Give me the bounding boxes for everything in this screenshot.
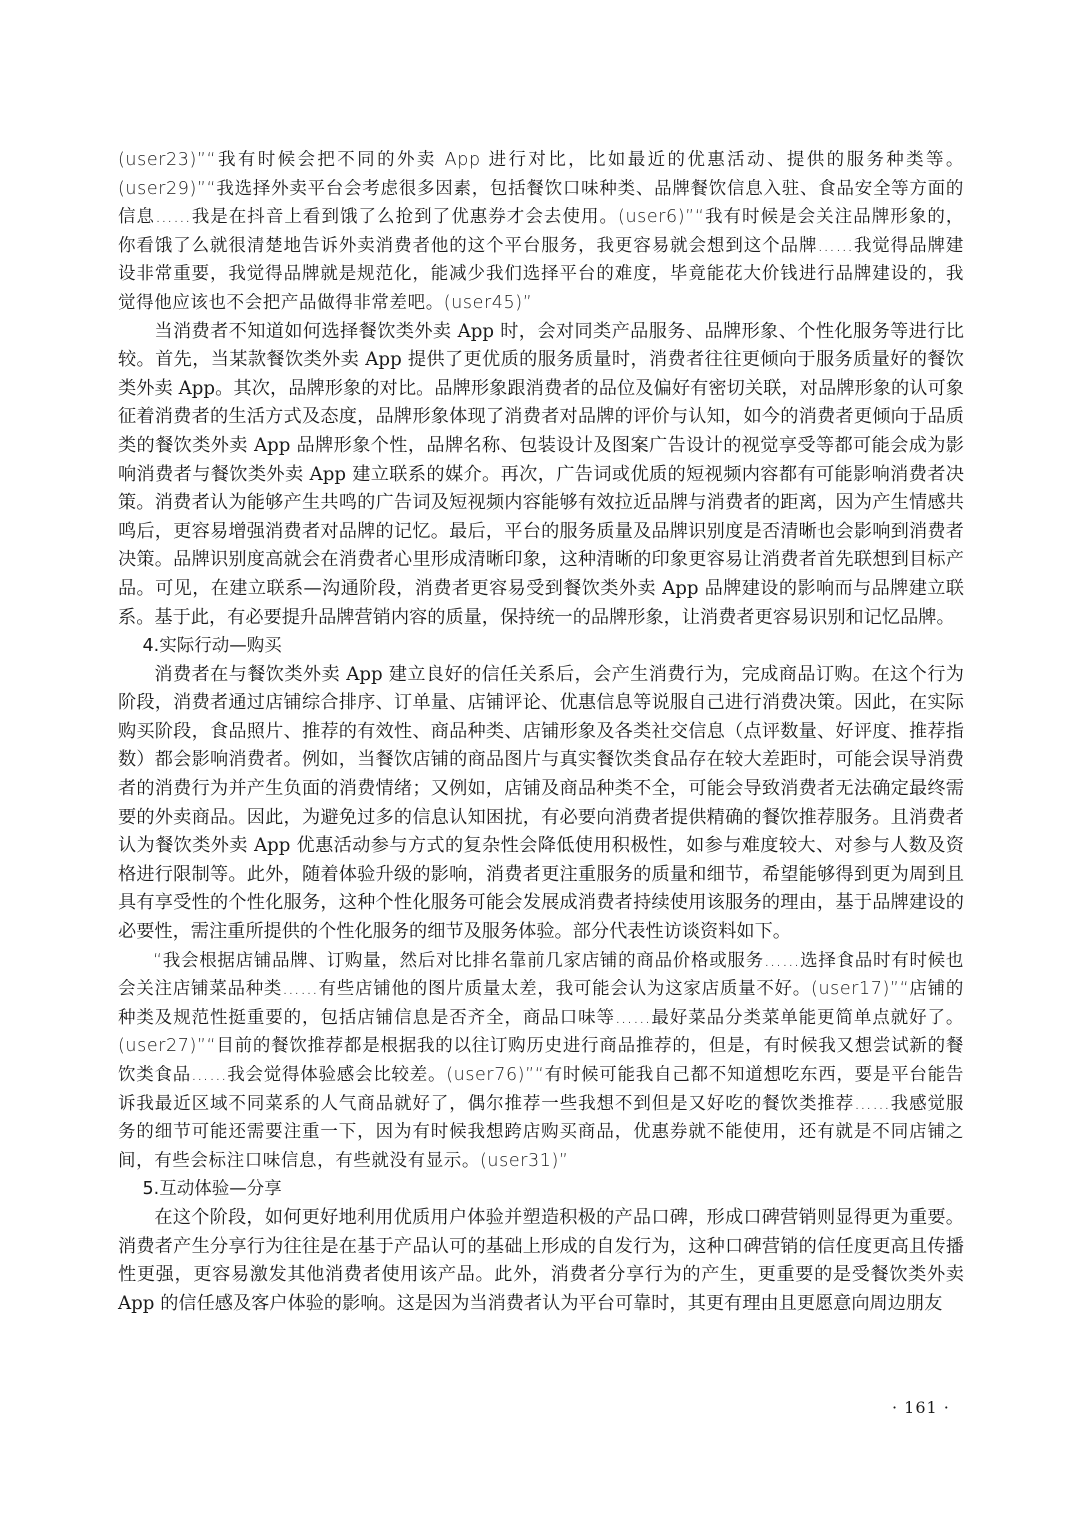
page-number: · 161 ·	[892, 1398, 950, 1417]
section-heading: 4.实际行动—购买	[142, 636, 282, 657]
body-paragraph: 在这个阶段，如何更好地利用优质用户体验并塑造积极的产品口碑，形成口碑营销则显得更为重要。消费者产生分享行为往往是在基于产品认可的基础上形成的自发行为，这种口碑营销的信任度更高且传播性更强，更容易激发其他消费者使用该产品。此外，消费者分享行为的产生，更重要的是受餐饮类外卖 App 的信任感及客户体验的影响。这是因为当消费者认为平台可靠时，其更有理由且更愿意向周边朋友	[118, 1206, 964, 1314]
body-paragraph: 消费者在与餐饮类外卖 App 建立良好的信任关系后，会产生消费行为，完成商品订购。在这个行为阶段，消费者通过店铺综合排序、订单量、店铺评论、优惠信息等说服自己进行消费决策。因此，在实际购买阶段，食品照片、推荐的有效性、商品种类、店铺形象及各类社交信息（点评数量、好评度、推荐指数）都会影响消费者。例如，当餐饮店铺的商品图片与真实餐饮类食品存在较大差距时，可能会误导消费者的消费行为并产生负面的消费情绪；又例如，店铺及商品种类不全，可能会导致消费者无法确定最终需要的外卖商品。因此，为避免过多的信息认知困扰，有必要向消费者提供精确的餐饮推荐服务。且消费者认为餐饮类外卖 App 优惠活动参与方式的复杂性会降低使用积极性，如参与难度较大、对参与人数及资格进行限制等。此外，随着体验升级的影响，消费者更注重服务的质量和细节，希望能够得到更为周到且具有享受性的个性化服务，这种个性化服务可能会发展成消费者持续使用该服务的理由，基于品牌建设的必要性，需注重所提供的个性化服务的细节及服务体验。部分代表性访谈资料如下。	[118, 663, 964, 943]
body-paragraph: 当消费者不知道如何选择餐饮类外卖 App 时，会对同类产品服务、品牌形象、个性化服务等进行比较。首先，当某款餐饮类外卖 App 提供了更优质的服务质量时，消费者往往更倾向于服务质量好的餐饮类外卖 App。其次，品牌形象的对比。品牌形象跟消费者的品位及偏好有密切关联，对品牌形象的认可象征着消费者的生活方式及态度，品牌形象体现了消费者对品牌的评价与认知，如今的消费者更倾向于品质类的餐饮类外卖 App 品牌形象个性，品牌名称、包装设计及图案广告设计的视觉享受等都可能会成为影响消费者与餐饮类外卖 App 建立联系的媒介。再次，广告词或优质的短视频内容都有可能影响消费者决策。消费者认为能够产生共鸣的广告词及短视频内容能够有效拉近品牌与消费者的距离，因为产生情感共鸣后，更容易增强消费者对品牌的记忆。最后，平台的服务质量及品牌识别度是否清晰也会影响到消费者决策。品牌识别度高就会在消费者心里形成清晰印象，这种清晰的印象更容易让消费者首先联想到目标产品。可见，在建立联系—沟通阶段，消费者更容易受到餐饮类外卖 App 品牌建设的影响而与品牌建立联系。基于此，有必要提升品牌营销内容的质量，保持统一的品牌形象，让消费者更容易识别和记忆品牌。	[118, 320, 964, 628]
page-content	[118, 146, 964, 1318]
interview-quote-paragraph: (user23)”“我有时候会把不同的外卖 App 进行对比，比如最近的优惠活动、提供的服务种类等。(user29)”“我选择外卖平台会考虑很多因素，包括餐饮口味种类、品牌餐饮信息入驻、食品安全等方面的信息……我是在抖音上看到饿了么抢到了优惠券才会去使用。(user6)”“我有时候是会关注品牌形象的，你看饿了么就很清楚地告诉外卖消费者他的这个平台服务，我更容易就会想到这个品牌……我觉得品牌建设非常重要，我觉得品牌就是规范化，能减少我们选择平台的难度，毕竟能花大价钱进行品牌建设的，我觉得他应该也不会把产品做得非常差吧。(user45)”	[118, 150, 964, 313]
section-heading: 5.互动体验—分享	[142, 1179, 282, 1200]
interview-quote-paragraph: “我会根据店铺品牌、订购量，然后对比排名靠前几家店铺的商品价格或服务……选择食品时有时候也会关注店铺菜品种类……有些店铺他的图片质量太差，我可能会认为这家店质量不好。(user17)”“店铺的种类及规范性挺重要的，包括店铺信息是否齐全，商品口味等……最好菜品分类菜单能更简单点就好了。(user27)”“目前的餐饮推荐都是根据我的以往订购历史进行商品推荐的，但是，有时候我又想尝试新的餐饮类食品……我会觉得体验感会比较差。(user76)”“有时候可能我自己都不知道想吃东西，要是平台能告诉我最近区域不同菜系的人气商品就好了，偶尔推荐一些我想不到但是又好吃的餐饮类推荐……我感觉服务的细节可能还需要注重一下，因为有时候我想跨店购买商品，优惠券就不能使用，还有就是不同店铺之间，有些会标注口味信息，有些就没有显示。(user31)”	[118, 950, 964, 1171]
